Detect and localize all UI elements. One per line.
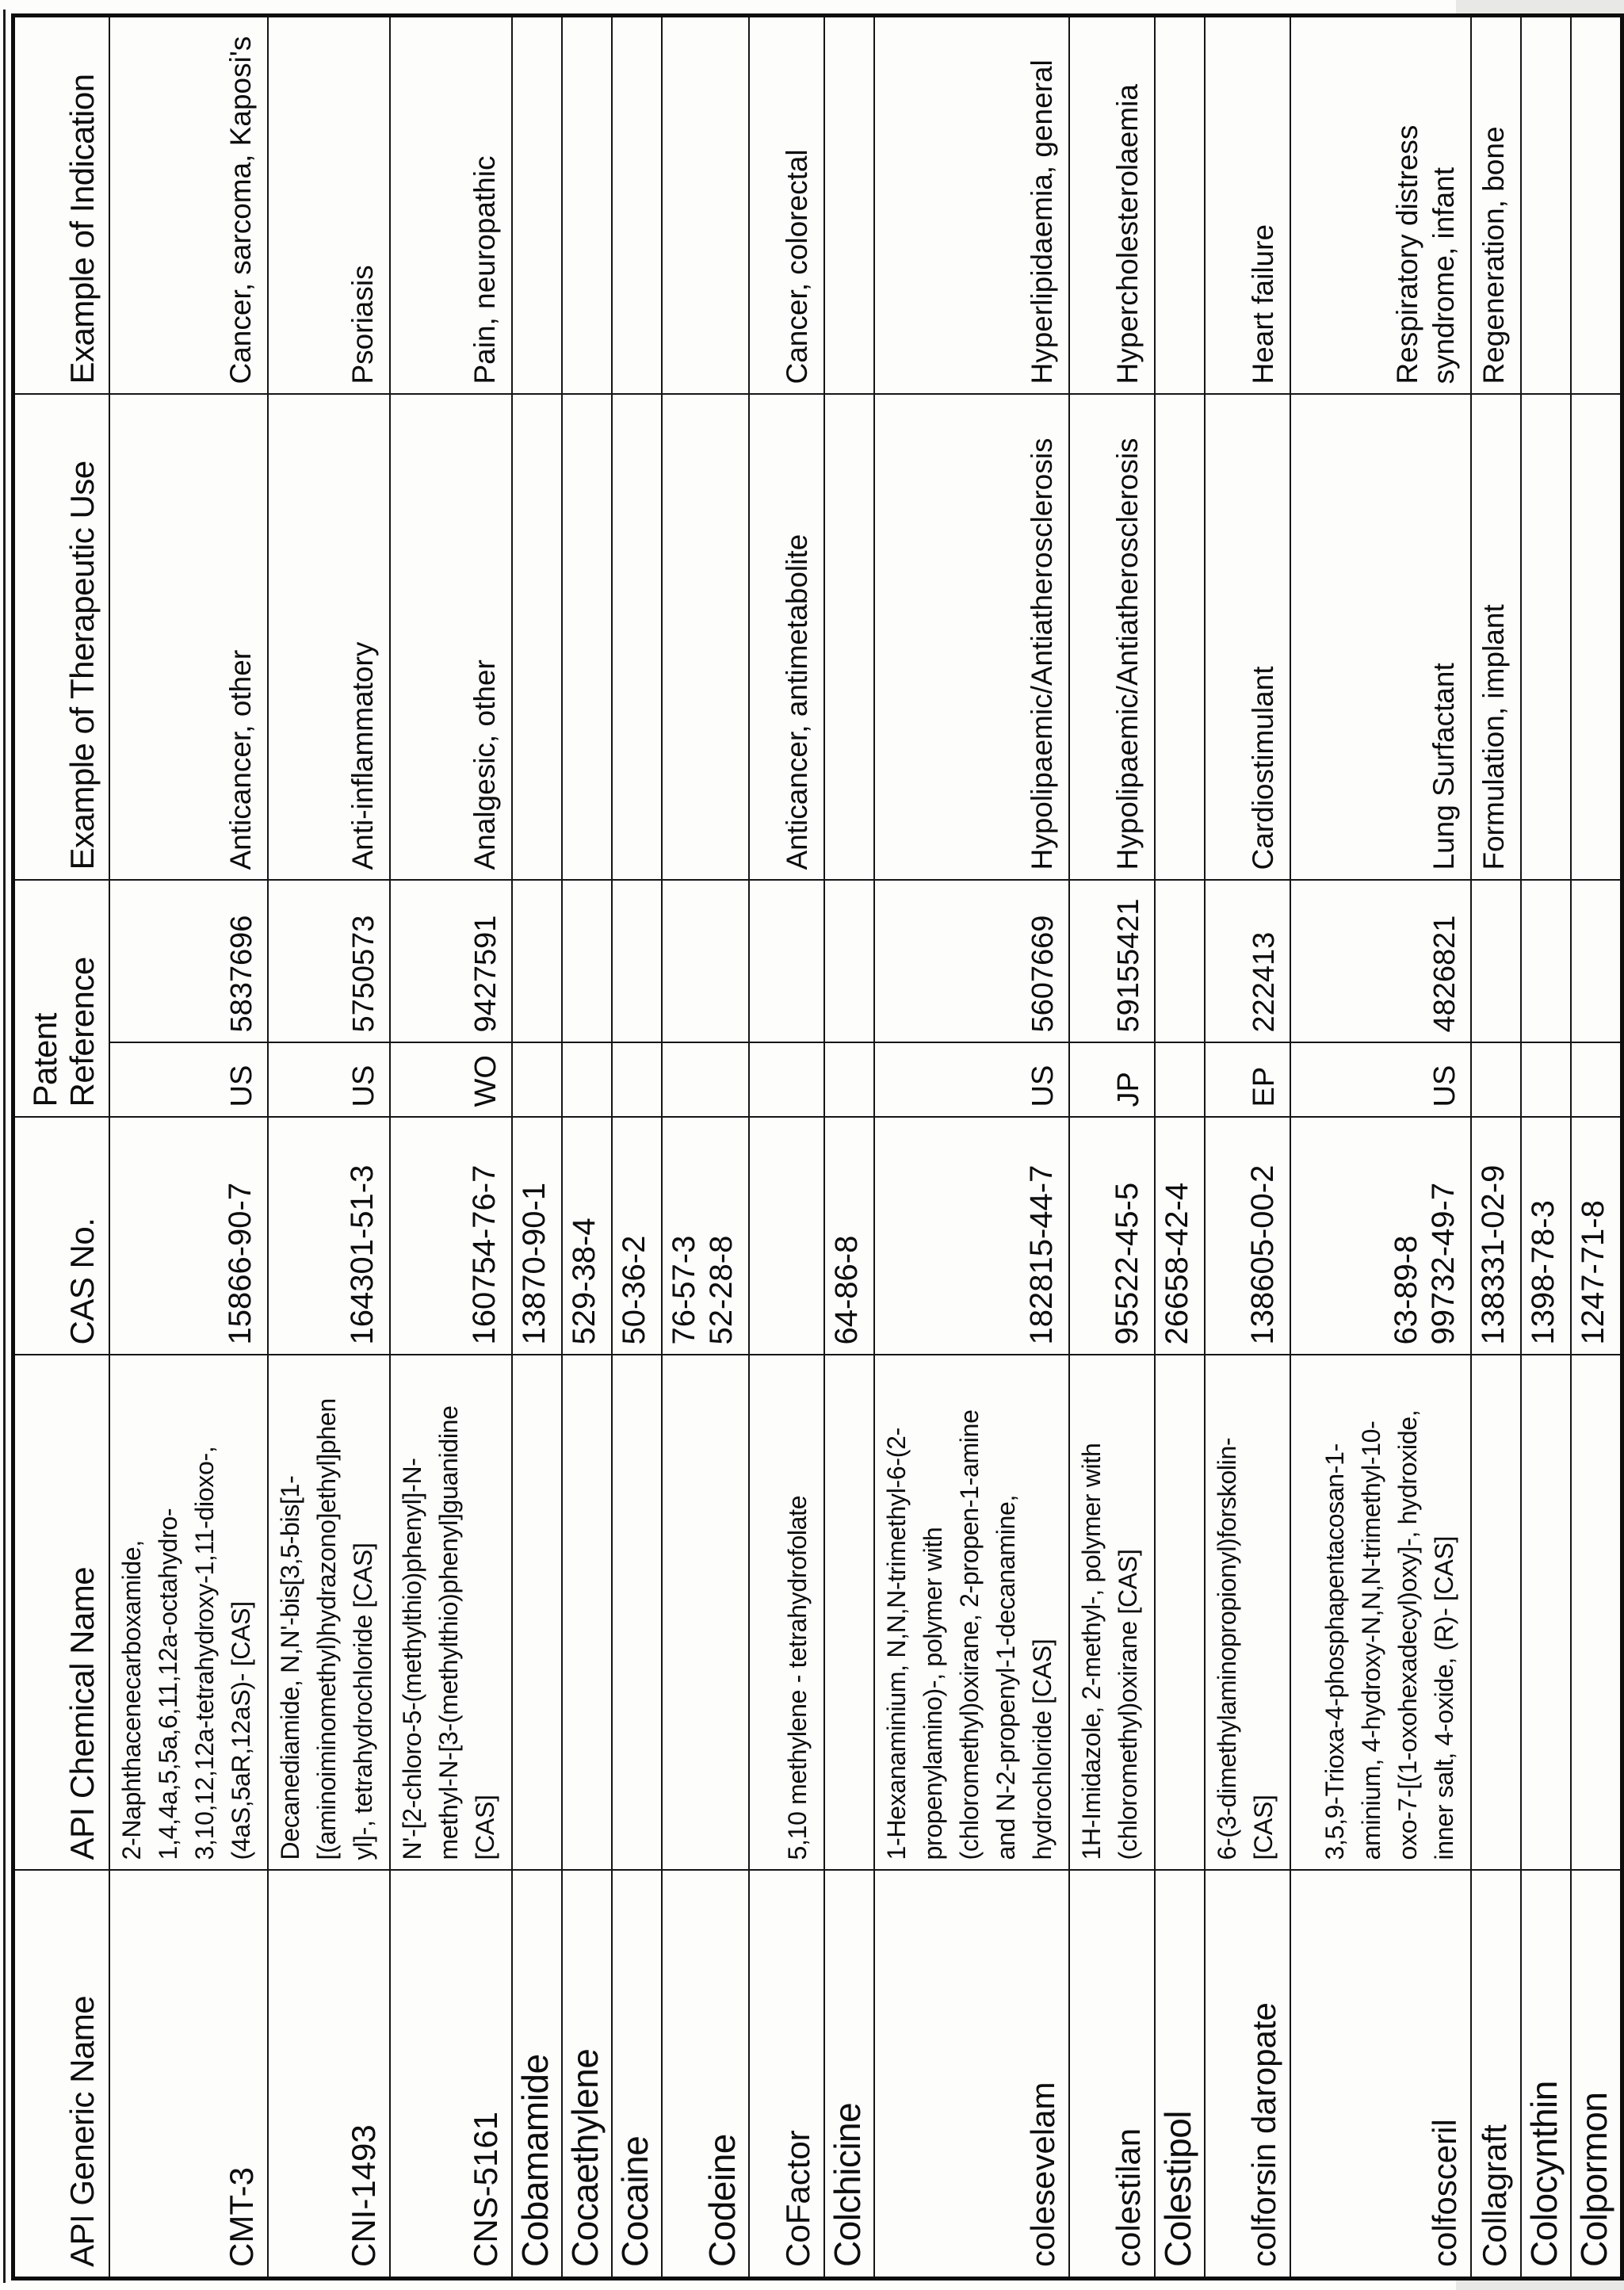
cell-cas-no: 13870-90-1 [512,1118,562,1355]
cell-therapeutic-use: Anticancer, antimetabolite [749,395,824,881]
cell-patent-number [1521,881,1571,1043]
table-row [1521,16,1571,2279]
cell-patent-number [562,881,612,1043]
cell-cas-no [749,1118,824,1355]
cell-therapeutic-use [612,395,662,881]
cell-generic-name: Cocaethylene [562,1871,612,2279]
table-row [824,16,874,2279]
cell-chemical-name: 1-Hexanaminium, N,N,N-trimethyl-6-(2- propenylamino)-, polymer with (chloromethyl)oxirane, 2-propen-1-amine and N-2-propenyl-1-decanamine, hydrochloride [CAS] [874,1355,1069,1871]
cell-indication [612,16,662,395]
cell-cas-no: 138331-02-9 [1471,1118,1521,1355]
cell-generic-name: Cocaine [612,1871,662,2279]
cell-patent-number [1471,881,1521,1043]
cell-patent-country: US [874,1043,1069,1118]
cell-therapeutic-use [1155,395,1205,881]
cell-chemical-name: 2-Naphthacenecarboxamide, 1,4,4a,5,5a,6,11,12a-octahydro- 3,10,12,12a-tetrahydroxy-1,11-dioxo-, (4aS,5aR,12aS)- [CAS] [109,1355,268,1871]
cell-patent-country: US [109,1043,268,1118]
cell-patent-country: EP [1205,1043,1290,1118]
cell-cas-no: 63-89-8 99732-49-7 [1290,1118,1471,1355]
cell-chemical-name [1571,1355,1622,1871]
cell-generic-name: CNS-5161 [390,1871,512,2279]
cell-therapeutic-use: Hypolipaemic/Antiatherosclerosis [874,395,1069,881]
cell-generic-name: colforsin daropate [1205,1871,1290,2279]
cell-generic-name: CNI-1493 [268,1871,390,2279]
cell-generic-name: Colchicine [824,1871,874,2279]
table-row [874,16,1069,2279]
cell-generic-name: Colpormon [1571,1871,1622,2279]
cell-patent-number [1155,881,1205,1043]
cell-therapeutic-use: Cardiostimulant [1205,395,1290,881]
cell-patent-country [749,1043,824,1118]
cell-generic-name: colesevelam [874,1871,1069,2279]
cell-patent-country [1571,1043,1622,1118]
cell-cas-no: 26658-42-4 [1155,1118,1205,1355]
cell-indication: Cancer, colorectal [749,16,824,395]
header-chemical-name: API Chemical Name [13,1355,109,1871]
cell-indication [1155,16,1205,395]
table-row [1155,16,1205,2279]
cell-generic-name: CoFactor [749,1871,824,2279]
cell-chemical-name [1471,1355,1521,1871]
cell-cas-no: 76-57-3 52-28-8 [662,1118,749,1355]
cell-indication: Psoriasis [268,16,390,395]
cell-chemical-name [612,1355,662,1871]
cell-patent-country: JP [1069,1043,1155,1118]
cell-generic-name: Colocynthin [1521,1871,1571,2279]
cell-patent-number: 59155421 [1069,881,1155,1043]
cell-indication: Heart failure [1205,16,1290,395]
cell-therapeutic-use: Analgesic, other [390,395,512,881]
cell-patent-country: US [1290,1043,1471,1118]
scan-edge-line [3,10,6,2283]
api-table [11,13,1624,2280]
cell-chemical-name: N'-[2-chloro-5-(methylthio)phenyl]-N- methyl-N-[3-(methylthio)phenyl]guanidine [CAS] [390,1355,512,1871]
header-patent-reference: Patent Reference [13,881,109,1118]
cell-therapeutic-use [824,395,874,881]
table-row [1069,16,1155,2279]
cell-therapeutic-use: Anticancer, other [109,395,268,881]
cell-chemical-name: 3,5,9-Trioxa-4-phosphapentacosan-1- aminium, 4-hydroxy-N,N,N-trimethyl-10- oxo-7-[(1-oxohexadecyl)oxy]-, hydroxide, inner salt, 4-oxide, (R)- [CAS] [1290,1355,1471,1871]
table-row [1471,16,1521,2279]
cell-patent-country [1471,1043,1521,1118]
cell-cas-no: 15866-90-7 [109,1118,268,1355]
table-row [749,16,824,2279]
table-row [268,16,390,2279]
cell-cas-no: 95522-45-5 [1069,1118,1155,1355]
cell-indication: Pain, neuropathic [390,16,512,395]
cell-generic-name: Collagraft [1471,1871,1521,2279]
cell-chemical-name [824,1355,874,1871]
cell-chemical-name [662,1355,749,1871]
cell-therapeutic-use [512,395,562,881]
cell-chemical-name [512,1355,562,1871]
header-row [13,16,109,2279]
cell-indication [1571,16,1622,395]
cell-indication: Regeneration, bone [1471,16,1521,395]
cell-indication [662,16,749,395]
cell-patent-country: US [268,1043,390,1118]
rotated-table-container [11,17,1614,2280]
cell-chemical-name [562,1355,612,1871]
header-generic-name: API Generic Name [13,1871,109,2279]
cell-patent-number [824,881,874,1043]
cell-therapeutic-use: Anti-inflammatory [268,395,390,881]
cell-therapeutic-use [562,395,612,881]
cell-cas-no: 529-38-4 [562,1118,612,1355]
cell-indication [562,16,612,395]
cell-cas-no: 1398-78-3 [1521,1118,1571,1355]
cell-chemical-name: 6-(3-dimethylaminopropionyl)forskolin- [CAS] [1205,1355,1290,1871]
cell-therapeutic-use [1571,395,1622,881]
cell-indication [1521,16,1571,395]
cell-therapeutic-use [662,395,749,881]
cell-generic-name: colfosceril [1290,1871,1471,2279]
header-therapeutic-use: Example of Therapeutic Use [13,395,109,881]
cell-therapeutic-use: Hypolipaemic/Antiatherosclerosis [1069,395,1155,881]
table-row [612,16,662,2279]
cell-patent-number [662,881,749,1043]
cell-therapeutic-use [1521,395,1571,881]
cell-therapeutic-use: Lung Surfactant [1290,395,1471,881]
cell-cas-no: 138605-00-2 [1205,1118,1290,1355]
header-indication: Example of Indication [13,16,109,395]
cell-indication: Respiratory distress syndrome, infant [1290,16,1471,395]
cell-patent-country [512,1043,562,1118]
cell-patent-number: 5607669 [874,881,1069,1043]
table-row [1290,16,1471,2279]
cell-patent-number: 5750573 [268,881,390,1043]
table-row [662,16,749,2279]
cell-patent-country [1521,1043,1571,1118]
cell-chemical-name [1521,1355,1571,1871]
cell-patent-number: 5837696 [109,881,268,1043]
table-row [109,16,268,2279]
cell-patent-number: 9427591 [390,881,512,1043]
cell-generic-name: colestilan [1069,1871,1155,2279]
cell-indication [512,16,562,395]
cell-cas-no: 164301-51-3 [268,1118,390,1355]
cell-chemical-name [1155,1355,1205,1871]
cell-cas-no: 1247-71-8 [1571,1118,1622,1355]
table-row [390,16,512,2279]
table-row [512,16,562,2279]
cell-generic-name: Codeine [662,1871,749,2279]
cell-patent-country [562,1043,612,1118]
cell-patent-country [824,1043,874,1118]
table-row [1205,16,1290,2279]
cell-therapeutic-use: Formulation, implant [1471,395,1521,881]
cell-cas-no: 50-36-2 [612,1118,662,1355]
cell-indication: Hyperlipidaemia, general [874,16,1069,395]
cell-indication [824,16,874,395]
header-cas-no: CAS No. [13,1118,109,1355]
cell-cas-no: 182815-44-7 [874,1118,1069,1355]
cell-generic-name: Cobamamide [512,1871,562,2279]
cell-indication: Hypercholesterolaemia [1069,16,1155,395]
cell-patent-country: WO [390,1043,512,1118]
cell-generic-name: Colestipol [1155,1871,1205,2279]
cell-patent-number [749,881,824,1043]
cell-generic-name: CMT-3 [109,1871,268,2279]
cell-patent-number [512,881,562,1043]
cell-patent-number [1571,881,1622,1043]
cell-patent-number [612,881,662,1043]
cell-cas-no: 64-86-8 [824,1118,874,1355]
cell-patent-country [612,1043,662,1118]
cell-patent-country [1155,1043,1205,1118]
table-row [562,16,612,2279]
cell-cas-no: 160754-76-7 [390,1118,512,1355]
cell-patent-number: 222413 [1205,881,1290,1043]
cell-chemical-name: 1H-Imidazole, 2-methyl-, polymer with (chloromethyl)oxirane [CAS] [1069,1355,1155,1871]
cell-chemical-name: Decanediamide, N,N'-bis[3,5-bis[1- [(aminoiminomethyl)hydrazono]ethyl]phen yl]-, tetrahydrochloride [CAS] [268,1355,390,1871]
cell-chemical-name: 5,10 methylene - tetrahydrofolate [749,1355,824,1871]
table-row [1571,16,1622,2279]
cell-indication: Cancer, sarcoma, Kaposi's [109,16,268,395]
cell-patent-number: 4826821 [1290,881,1471,1043]
cell-patent-country [662,1043,749,1118]
